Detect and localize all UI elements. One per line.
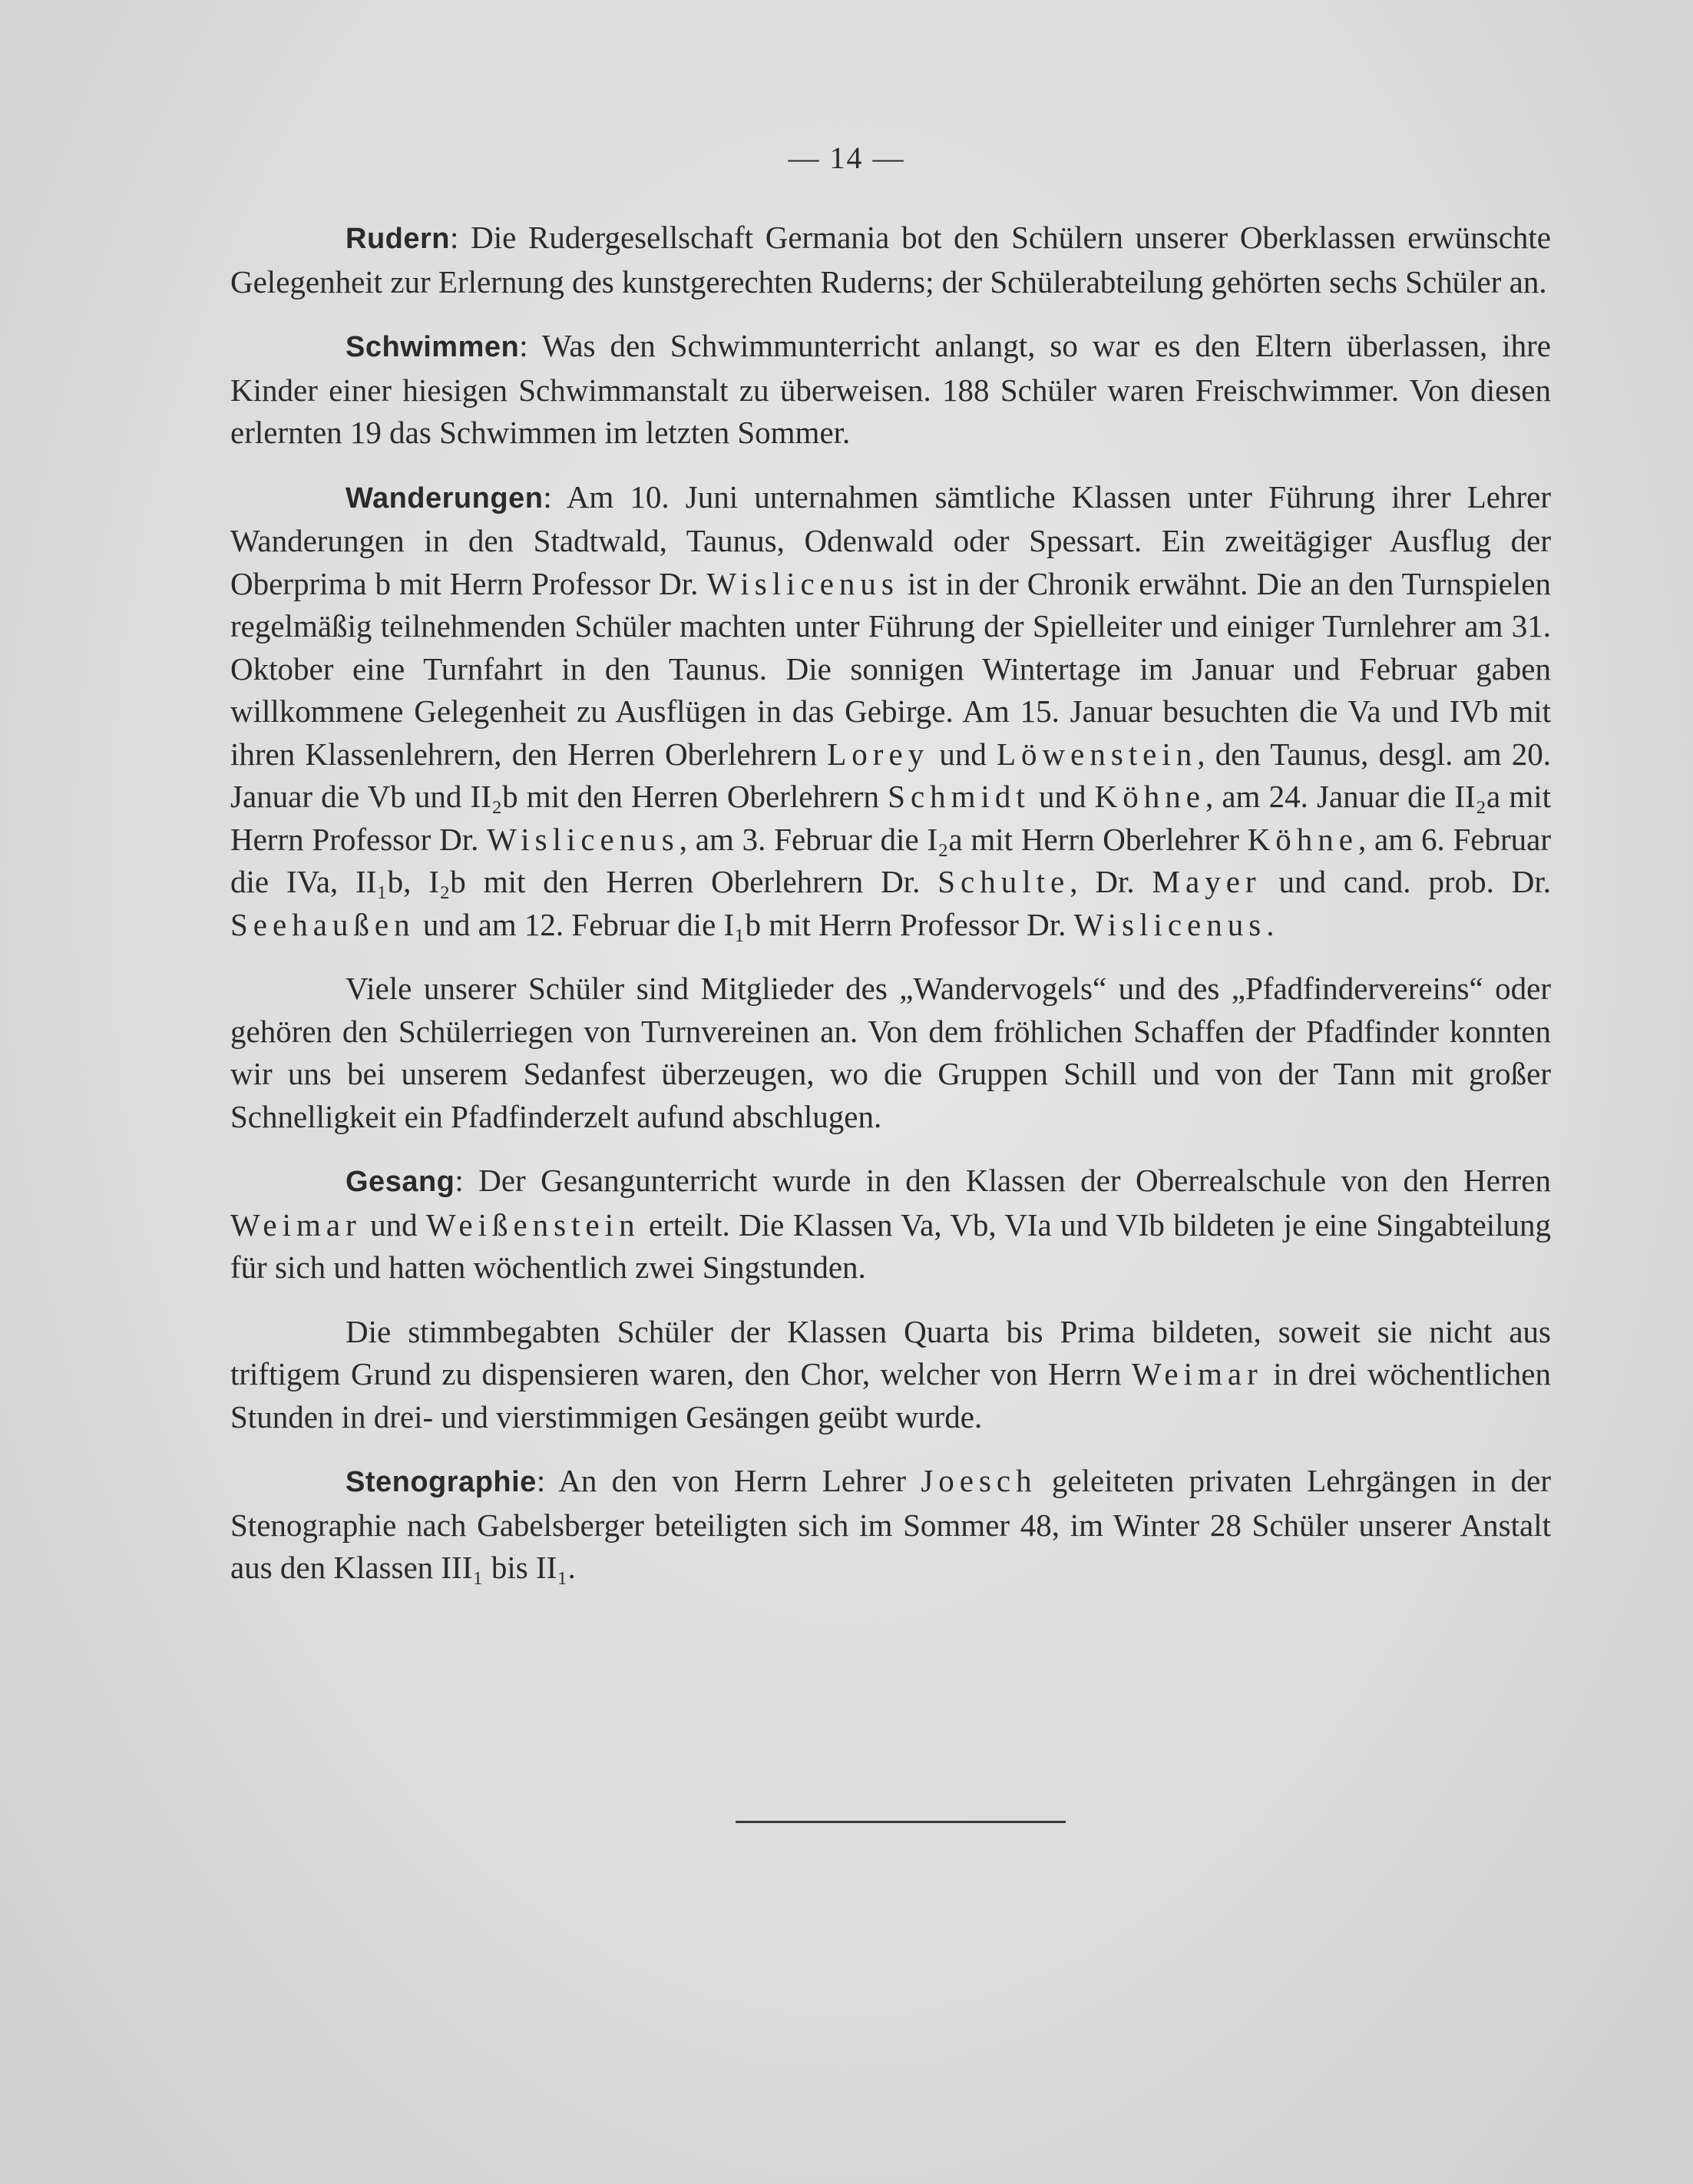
- section-heading: Rudern: [346, 223, 450, 255]
- section-heading: Schwimmen: [346, 331, 520, 363]
- paragraph-text: , den Taunus, desgl. am 20. Januar die Vb und II₂b mit den Herren Oberlehrern: [230, 736, 1551, 814]
- paragraph-text: Die Rudergesellschaft Germania bot den Schülern unserer Oberklassen erwünschte Gelegenheit zur Erlernung des kunstgerechten Ruderns; der Schülerabteilung gehörten sechs Schüler an.: [230, 220, 1551, 299]
- paragraph-text: , am 6. Februar die IVa, II₁b, I₂b mit den Herren Oberlehrern Dr.: [230, 821, 1552, 899]
- person-name: Schmidt: [888, 779, 1030, 814]
- paragraph-text: und am 12. Februar die I₁b mit Herrn Professor Dr.: [415, 906, 1074, 942]
- body-text: [230, 217, 1551, 1611]
- person-name: Weimar: [230, 1206, 362, 1243]
- section-gesang: Gesang: Der Gesangunterricht wurde in den Klassen der Oberrealschule von den Herren Weimar und Weißenstein erteilt. Die Klassen Va, Vb, VIa und VIb bildeten je eine Singabteilung für sich und hatten wöchentlich zwei Singstunden.: [230, 1163, 1551, 1285]
- section-stenographie: Stenographie: An den von Herrn Lehrer Joesch geleiteten privaten Lehrgängen in der Stenographie nach Gabelsberger beteiligten sich im Sommer 48, im Winter 28 Schüler unserer Anstalt aus den Klassen III₁ bis II₁.: [230, 1463, 1552, 1585]
- person-name: Köhne: [1247, 821, 1358, 857]
- person-name: Lorey: [827, 736, 930, 772]
- section-heading: Gesang: [346, 1166, 455, 1198]
- person-name: Joesch: [921, 1463, 1037, 1498]
- paragraph-text: und cand. prob. Dr.: [1261, 864, 1551, 899]
- page-number: — 14 —: [788, 141, 905, 175]
- person-name: Köhne: [1094, 779, 1205, 814]
- person-name: Wislicenus: [487, 821, 680, 857]
- paragraph-text: und: [929, 736, 997, 772]
- paragraph-text: An den von Herrn Lehrer: [558, 1463, 921, 1498]
- end-rule-divider: [736, 1821, 1066, 1823]
- paragraph-text: .: [1266, 906, 1275, 942]
- paragraph-text: geleiteten privaten Lehrgängen in der Stenographie nach Gabelsberger beteiligten sich im Sommer 48, im Winter 28 Schüler unserer Anstalt aus den Klassen III₁ bis II₁.: [230, 1463, 1552, 1585]
- person-name: Weimar: [1132, 1356, 1263, 1391]
- paragraph-text: , Dr.: [1070, 864, 1152, 899]
- paragraph-text: Der Gesangunterricht wurde in den Klassen der Oberrealschule von den Herren: [478, 1163, 1551, 1198]
- person-name: Löwenstein: [996, 736, 1198, 772]
- paragraph-text: Am 10. Juni unternahmen sämtliche Klassen unter Führung ihrer Lehrer Wanderungen in den Stadtwald, Taunus, Odenwald oder Spessart. Ein zweitägiger Ausflug der Oberprima b mit Herrn Professor Dr.: [230, 478, 1551, 601]
- person-name: Mayer: [1152, 864, 1261, 899]
- paragraph-text: , am 24. Januar die II₂a mit Herrn Professor Dr.: [230, 779, 1552, 857]
- section-heading: Stenographie: [346, 1466, 537, 1498]
- paragraph-text: und: [1030, 779, 1095, 814]
- paragraph-text: Die stimmbegabten Schüler der Klassen Quarta bis Prima bildeten, soweit sie nicht aus triftigem Grund zu dispensieren waren, den Chor, welcher von Herrn: [230, 1313, 1551, 1391]
- paragraph-text: Viele unserer Schüler sind Mitglieder des „Wandervogels“ und des „Pfadfindervereins“ oder gehören den Schülerriegen von Turnvereinen an. Von dem fröhlichen Schaffen der Pfadfinder konnten wir uns bei unserem Sedanfest überzeugen, wo die Gruppen Schill und von der Tann mit großer Schnelligkeit ein Pfadfinderzelt aufund abschlugen.: [230, 971, 1551, 1134]
- section-heading: Wanderungen: [346, 481, 544, 515]
- person-name: Wislicenus: [1073, 906, 1267, 942]
- paragraph-text: in drei wöchentlichen Stunden in drei- und vierstimmigen Gesängen geübt wurde.: [230, 1356, 1551, 1434]
- section-chor: [230, 1311, 1551, 1439]
- person-name: Schulte: [937, 864, 1070, 899]
- section-wanderungen: Wanderungen: Am 10. Juni unternahmen sämtliche Klassen unter Führung ihrer Lehrer Wanderungen in den Stadtwald, Taunus, Odenwald oder Spessart. Ein zweitägiger Ausflug der Oberprima b mit Herrn Professor Dr. Wislicenus ist in der Chronik erwähnt. Die an den Turnspielen regelmäßig teilnehmenden Schüler machten unter Führung der Spielleiter und einiger Turnlehrer am 31. Oktober eine Turnfahrt in den Taunus. Die sonnigen Wintertage im Januar und Februar gaben willkommene Gelegenheit zu Ausflügen in das Gebirge. Am 15. Januar besuchten die Va und IVb mit ihren Klassenlehrern, den Herren Oberlehrern Lorey und Löwenstein, den Taunus, desgl. am 20. Januar die Vb und II₂b mit den Herren Oberlehrern Schmidt und Köhne, am 24. Januar die II₂a mit Herrn Professor Dr. Wislicenus, am 3. Februar die I₂a mit Herrn Oberlehrer Köhne, am 6. Februar die IVa, II₁b, I₂b mit den Herren Oberlehrern Dr. Schulte, Dr. Mayer und cand. prob. Dr. Seehaußen und am 12. Februar die I₁b mit Herrn Professor Dr. Wislicenus.: [230, 478, 1552, 942]
- paragraph-text: und: [361, 1206, 426, 1243]
- person-name: Wislicenus: [706, 565, 899, 601]
- section-vereine: [230, 968, 1551, 1138]
- section-schwimmen: Schwimmen: Was den Schwimmunterricht anlangt, so war es den Eltern überlassen, ihre Kinder einer hiesigen Schwimmanstalt zu überweisen. 188 Schüler waren Freischwimmer. Von diesen erlernten 19 das Schwimmen im letzten Sommer.: [230, 328, 1551, 450]
- person-name: Weißenstein: [425, 1206, 640, 1243]
- paragraph-text: , am 3. Februar die I₂a mit Herrn Oberlehrer: [679, 821, 1248, 857]
- paragraph-text: Was den Schwimmunterricht anlangt, so war es den Eltern überlassen, ihre Kinder einer hiesigen Schwimmanstalt zu überweisen. 188 Schüler waren Freischwimmer. Von diesen erlernten 19 das Schwimmen im letzten Sommer.: [230, 328, 1551, 450]
- paragraph-text: erteilt. Die Klassen Va, Vb, VIa und VIb bildeten je eine Singabteilung für sich und hatten wöchentlich zwei Singstunden.: [230, 1206, 1551, 1285]
- section-rudern: Rudern: Die Rudergesellschaft Germania bot den Schülern unserer Oberklassen erwünschte Gelegenheit zur Erlernung des kunstgerechten Ruderns; der Schülerabteilung gehörten sechs Schüler an.: [230, 220, 1551, 299]
- paragraph-text: ist in der Chronik erwähnt. Die an den Turnspielen regelmäßig teilnehmenden Schüler machten unter Führung der Spielleiter und einiger Turnlehrer am 31. Oktober eine Turnfahrt in den Taunus. Die sonnigen Wintertage im Januar und Februar gaben willkommene Gelegenheit zu Ausflügen in das Gebirge. Am 15. Januar besuchten die Va und IVb mit ihren Klassenlehrern, den Herren Oberlehrern: [230, 565, 1551, 772]
- person-name: Seehaußen: [230, 906, 415, 942]
